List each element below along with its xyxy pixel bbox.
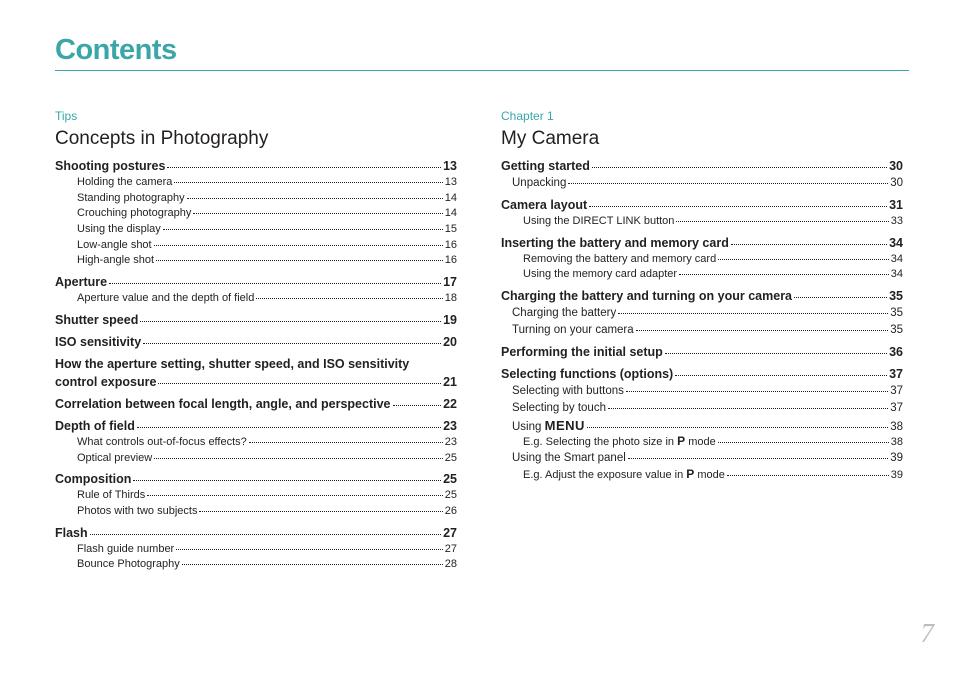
toc-entry-inserting-battery[interactable]: Inserting the battery and memory card 34	[501, 235, 903, 250]
toc-entry-focal-length[interactable]: Correlation between focal length, angle, and perspective 22	[55, 396, 457, 411]
toc-entry-selecting-functions[interactable]: Selecting functions (options) 37	[501, 367, 903, 382]
toc-entry-depth-of-field[interactable]: Depth of field 23	[55, 418, 457, 433]
chapter-title: Concepts in Photography	[55, 128, 269, 149]
toc-entry-flash[interactable]: Flash 27	[55, 525, 457, 540]
toc-subentry[interactable]: Using the Smart panel 39	[512, 451, 903, 464]
toc-subentry[interactable]: Using the DIRECT LINK button 33	[523, 215, 903, 227]
p-mode-icon: P	[686, 466, 695, 481]
toc-entry-shooting-postures[interactable]: Shooting postures 13	[55, 159, 457, 173]
toc-subentry[interactable]: Flash guide number 27	[77, 542, 457, 555]
toc-column-tips	[55, 109, 457, 573]
toc-entry-initial-setup[interactable]: Performing the initial setup 36	[501, 345, 903, 360]
menu-button-icon: MENU	[544, 418, 585, 434]
chapter-label: Chapter 1	[501, 109, 554, 123]
toc-subentry[interactable]: Turning on your camera 35	[512, 324, 903, 337]
toc-subentry[interactable]: Low-angle shot 16	[77, 238, 457, 251]
page-number: 7	[920, 618, 934, 648]
toc-entry-exposure-control[interactable]: How the aperture setting, shutter speed, and ISO sensitivity control exposure 21	[55, 356, 457, 389]
toc-subentry[interactable]: Using MENU 38	[512, 418, 903, 434]
toc-subentry[interactable]: Rule of Thirds 25	[77, 489, 457, 502]
toc-entry-iso-sensitivity[interactable]: ISO sensitivity 20	[55, 334, 457, 349]
toc-subentry[interactable]: Optical preview 25	[77, 451, 457, 464]
toc-subentry[interactable]: Bounce Photography 28	[77, 558, 457, 571]
toc-entry-aperture[interactable]: Aperture 17	[55, 275, 457, 290]
title-divider	[55, 70, 909, 71]
page-title: Contents	[55, 34, 177, 66]
toc-entry-camera-layout[interactable]: Camera layout 31	[501, 198, 903, 212]
chapter-title: My Camera	[501, 128, 600, 149]
toc-subentry[interactable]: Holding the camera 13	[77, 176, 457, 188]
toc-subentry[interactable]: Using the display 15	[77, 223, 457, 236]
toc-subentry[interactable]: E.g. Adjust the exposure value in P mode 39	[523, 466, 903, 481]
toc-subentry[interactable]: High-angle shot 16	[77, 254, 457, 267]
toc-subentry[interactable]: E.g. Selecting the photo size in P mode 38	[523, 434, 903, 449]
p-mode-icon: P	[677, 434, 686, 449]
toc-entry-shutter-speed[interactable]: Shutter speed 19	[55, 312, 457, 327]
toc-subentry[interactable]: Selecting by touch 37	[512, 402, 903, 415]
toc-subentry[interactable]: Unpacking 30	[512, 177, 903, 189]
toc-column-chapter-1	[501, 109, 903, 482]
toc-subentry[interactable]: Selecting with buttons 37	[512, 385, 903, 398]
toc-entry-getting-started[interactable]: Getting started 30	[501, 159, 903, 173]
toc-subentry[interactable]: Using the memory card adapter 34	[523, 268, 903, 281]
chapter-label: Tips	[55, 109, 78, 123]
toc-entry-composition[interactable]: Composition 25	[55, 472, 457, 487]
toc-subentry[interactable]: Removing the battery and memory card 34	[523, 252, 903, 265]
toc-subentry[interactable]: Crouching photography 14	[77, 207, 457, 220]
toc-subentry[interactable]: Photos with two subjects 26	[77, 504, 457, 517]
toc-subentry[interactable]: What controls out-of-focus effects? 23	[77, 435, 457, 448]
toc-subentry[interactable]: Charging the battery 35	[512, 307, 903, 320]
toc-entry-charging-battery[interactable]: Charging the battery and turning on your camera 35	[501, 289, 903, 304]
toc-subentry[interactable]: Standing photography 14	[77, 191, 457, 204]
toc-subentry[interactable]: Aperture value and the depth of field 18	[77, 292, 457, 305]
